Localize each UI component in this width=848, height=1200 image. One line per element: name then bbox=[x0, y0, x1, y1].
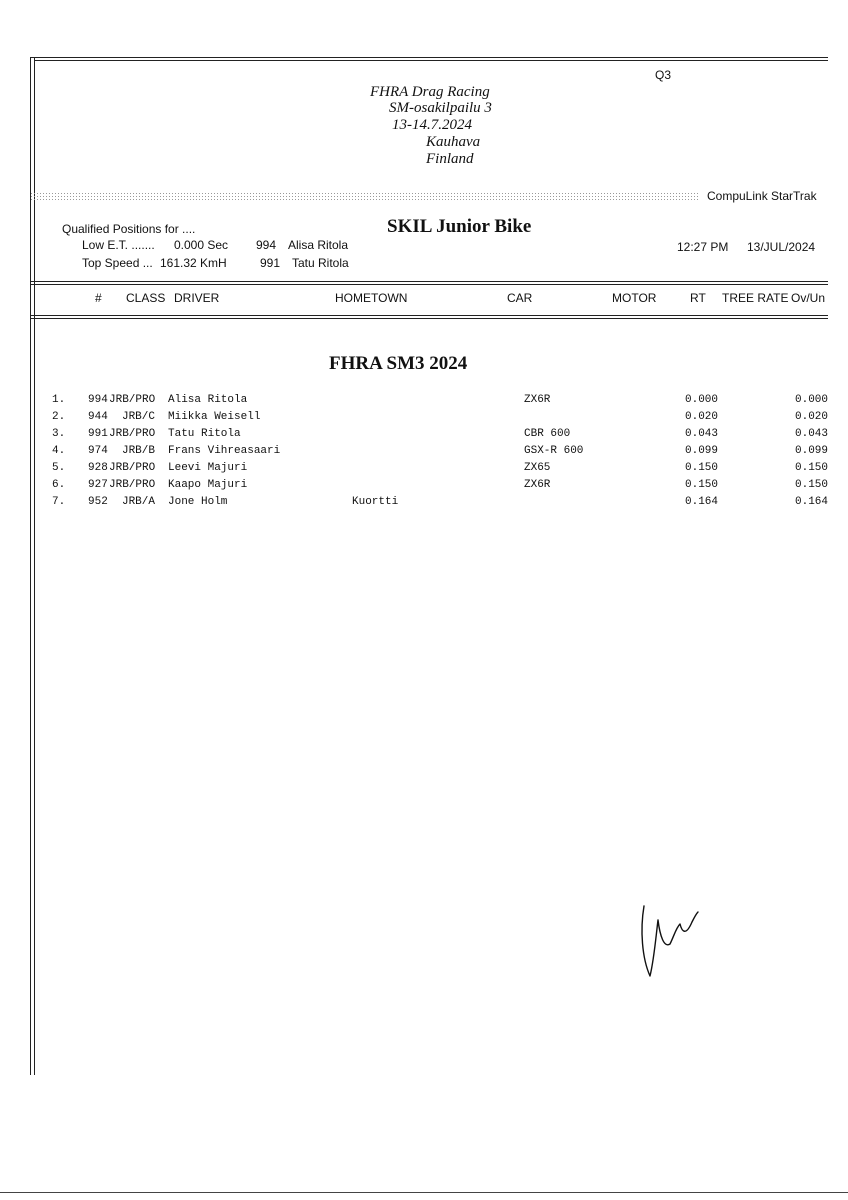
col-car: CAR bbox=[507, 291, 533, 305]
col-num: # bbox=[95, 291, 102, 305]
col-rt: RT bbox=[690, 291, 706, 305]
car-number: 927 bbox=[88, 479, 108, 491]
driver: Jone Holm bbox=[168, 496, 228, 508]
low-et-driver: Alisa Ritola bbox=[288, 238, 349, 252]
pos: 5. bbox=[52, 462, 66, 474]
table-row bbox=[0, 496, 848, 513]
driver: Tatu Ritola bbox=[168, 428, 241, 440]
left-border-line bbox=[30, 57, 31, 1075]
col-driver: DRIVER bbox=[174, 291, 220, 305]
ov-un: 0.150 bbox=[795, 462, 829, 474]
col-hometown: HOMETOWN bbox=[335, 291, 408, 305]
car-number: 928 bbox=[88, 462, 108, 474]
report-date: 13/JUL/2024 bbox=[747, 240, 816, 254]
event-series: SM-osakilpailu 3 bbox=[389, 100, 492, 116]
car: ZX6R bbox=[524, 479, 551, 491]
ov-un: 0.020 bbox=[795, 411, 829, 423]
class: JRB/B bbox=[121, 445, 155, 457]
header-rule-top bbox=[30, 281, 828, 282]
rt: 0.000 bbox=[685, 394, 719, 406]
driver: Alisa Ritola bbox=[168, 394, 248, 406]
low-et-number: 994 bbox=[256, 238, 277, 252]
section-title: FHRA SM3 2024 bbox=[329, 353, 468, 374]
dotted-separator bbox=[30, 192, 698, 201]
table-row bbox=[0, 428, 848, 445]
event-org: FHRA Drag Racing bbox=[370, 84, 490, 100]
rt: 0.020 bbox=[685, 411, 719, 423]
class: JRB/C bbox=[121, 411, 155, 423]
class: JRB/A bbox=[121, 496, 155, 508]
event-city: Kauhava bbox=[426, 134, 481, 150]
ov-un: 0.043 bbox=[795, 428, 829, 440]
table-row bbox=[0, 445, 848, 462]
header-rule-bottom-2 bbox=[30, 318, 828, 319]
pos: 7. bbox=[52, 496, 66, 508]
top-border-line bbox=[30, 57, 828, 58]
header-rule-bottom bbox=[30, 315, 828, 316]
car-number: 944 bbox=[88, 411, 108, 423]
rt: 0.150 bbox=[685, 479, 719, 491]
driver: Kaapo Majuri bbox=[168, 479, 248, 491]
ov-un: 0.150 bbox=[795, 479, 829, 491]
pos: 6. bbox=[52, 479, 66, 491]
bottom-page-line bbox=[0, 1192, 848, 1193]
report-time: 12:27 PM bbox=[677, 240, 729, 254]
top-speed-value: 161.32 KmH bbox=[160, 256, 227, 270]
car-number: 994 bbox=[88, 394, 108, 406]
event-country: Finland bbox=[426, 151, 474, 167]
table-row bbox=[0, 394, 848, 411]
class: JRB/PRO bbox=[109, 428, 156, 440]
car: GSX-R 600 bbox=[524, 445, 584, 457]
col-ov-un: Ov/Un bbox=[791, 291, 826, 305]
handwritten-signature bbox=[636, 900, 708, 984]
session-label: Q3 bbox=[655, 68, 672, 82]
col-motor: MOTOR bbox=[612, 291, 657, 305]
top-speed-number: 991 bbox=[260, 256, 281, 270]
qualified-label: Qualified Positions for .... bbox=[62, 222, 196, 236]
car-number: 952 bbox=[88, 496, 108, 508]
table-row bbox=[0, 479, 848, 496]
class-title: SKIL Junior Bike bbox=[387, 216, 532, 237]
col-tree-rate: TREE RATE bbox=[722, 291, 789, 305]
pos: 3. bbox=[52, 428, 66, 440]
low-et-value: 0.000 Sec bbox=[174, 238, 229, 252]
car-number: 974 bbox=[88, 445, 108, 457]
car: ZX6R bbox=[524, 394, 551, 406]
pos: 1. bbox=[52, 394, 66, 406]
top-speed-label: Top Speed ... bbox=[82, 256, 153, 270]
class: JRB/PRO bbox=[109, 479, 156, 491]
car: ZX65 bbox=[524, 462, 551, 474]
driver: Frans Vihreasaari bbox=[168, 445, 281, 457]
header-rule-top-2 bbox=[30, 284, 828, 285]
event-dates: 13-14.7.2024 bbox=[392, 117, 472, 133]
car: CBR 600 bbox=[524, 428, 571, 440]
class: JRB/PRO bbox=[109, 394, 156, 406]
driver: Miikka Weisell bbox=[168, 411, 261, 423]
left-border-line-inner bbox=[34, 57, 35, 1075]
ov-un: 0.000 bbox=[795, 394, 829, 406]
ov-un: 0.164 bbox=[795, 496, 829, 508]
pos: 4. bbox=[52, 445, 66, 457]
class: JRB/PRO bbox=[109, 462, 156, 474]
table-row bbox=[0, 462, 848, 479]
rt: 0.164 bbox=[685, 496, 719, 508]
top-speed-driver: Tatu Ritola bbox=[292, 256, 349, 270]
col-class: CLASS bbox=[126, 291, 166, 305]
rt: 0.043 bbox=[685, 428, 719, 440]
brand-label: CompuLink StarTrak bbox=[707, 189, 817, 203]
driver: Leevi Majuri bbox=[168, 462, 248, 474]
table-row bbox=[0, 411, 848, 428]
rt: 0.099 bbox=[685, 445, 719, 457]
pos: 2. bbox=[52, 411, 66, 423]
low-et-label: Low E.T. ....... bbox=[82, 238, 155, 252]
top-border-line-inner bbox=[34, 60, 828, 61]
hometown: Kuortti bbox=[352, 496, 399, 508]
rt: 0.150 bbox=[685, 462, 719, 474]
car-number: 991 bbox=[88, 428, 108, 440]
ov-un: 0.099 bbox=[795, 445, 829, 457]
